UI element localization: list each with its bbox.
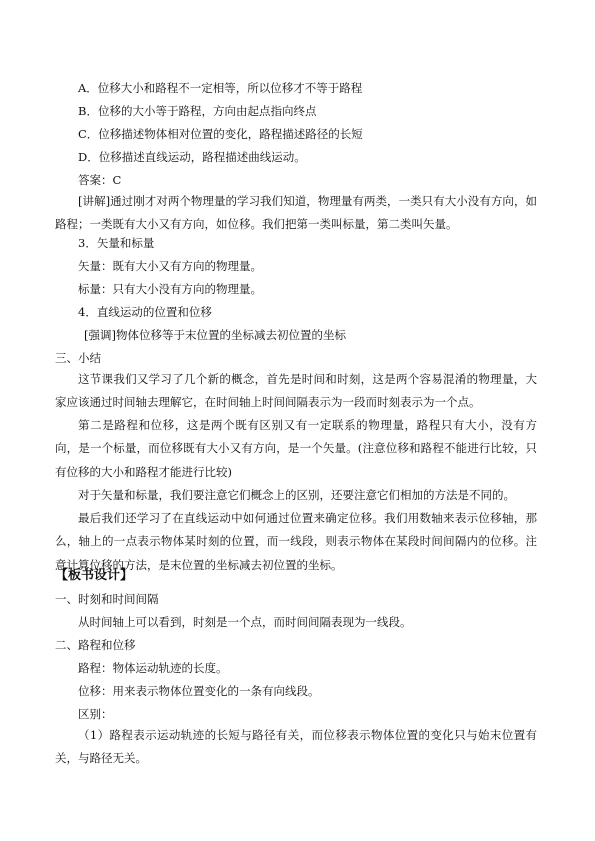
difference-label: 区别：: [78, 707, 113, 721]
section3-heading: 3．矢量和标量: [78, 236, 155, 250]
difference-item-1: （1）路程表示运动轨迹的长短与路径有关，而位移表示物体位置的变化只与始末位置有关，与路径无关。: [55, 728, 537, 766]
board-section1-text: 从时间轴上可以看到，时刻是一个点，而时间间隔表现为一线段。: [78, 615, 412, 629]
option-d: D．位移描述直线运动，路程描述曲线运动。: [78, 150, 306, 164]
scalar-definition: 标量：只有大小没有方向的物理量。: [78, 282, 262, 296]
option-a: A．位移大小和路程不一定相等，所以位移才不等于路程: [78, 81, 363, 95]
path-definition: 路程：物体运动轨迹的长度。: [78, 661, 228, 675]
board-design-title: 【板书设计】: [55, 568, 134, 583]
board-section2-heading: 二、路程和位移: [55, 638, 136, 652]
answer: 答案：C: [78, 173, 122, 187]
section4-heading: 4．直线运动的位置和位移: [78, 305, 212, 319]
board-section1-heading: 一、时刻和时间间隔: [55, 592, 159, 606]
explanation-paragraph: [讲解]通过刚才对两个物理量的学习我们知道，物理量有两类，一类只有大小没有方向，如路程；一类既有大小又有方向，如位移。我们把第一类叫标量，第二类叫矢量。: [55, 194, 537, 232]
summary-heading: 三、小结: [55, 351, 101, 365]
vector-definition: 矢量：既有大小又有方向的物理量。: [78, 259, 262, 273]
emphasis-note: [强调]物体位移等于末位置的坐标减去初位置的坐标: [84, 328, 346, 342]
option-c: C．位移描述物体相对位置的变化，路程描述路径的长短: [78, 127, 363, 141]
summary-paragraph-4: 最后我们还学习了在直线运动中如何通过位置来确定位移。我们用数轴来表示位移轴，那么，轴上的一点表示物体某时刻的位置，而一线段，则表示物体在某段时间间隔内的位移。注意计算位移的方法，是末位置的坐标减去初位置的坐标。: [55, 511, 537, 572]
summary-paragraph-1: 这节课我们又学习了几个新的概念，首先是时间和时刻，这是两个容易混淆的物理量，大家应该通过时间轴去理解它，在时间轴上时间间隔表示为一段而时刻表示为一个点。: [55, 372, 537, 410]
summary-paragraph-2: 第二是路程和位移，这是两个既有区别又有一定联系的物理量，路程只有大小，没有方向，是一个标量，而位移既有大小又有方向，是一个矢量。(注意位移和路程不能进行比较，只有位移的大小和路程才能进行比较): [55, 418, 537, 479]
option-b: B．位移的大小等于路程，方向由起点指向终点: [78, 104, 317, 118]
displacement-definition: 位移：用来表示物体位置变化的一条有向线段。: [78, 684, 320, 698]
summary-paragraph-3: 对于矢量和标量，我们要注意它们概念上的区别，还要注意它们相加的方法是不同的。: [78, 488, 515, 502]
